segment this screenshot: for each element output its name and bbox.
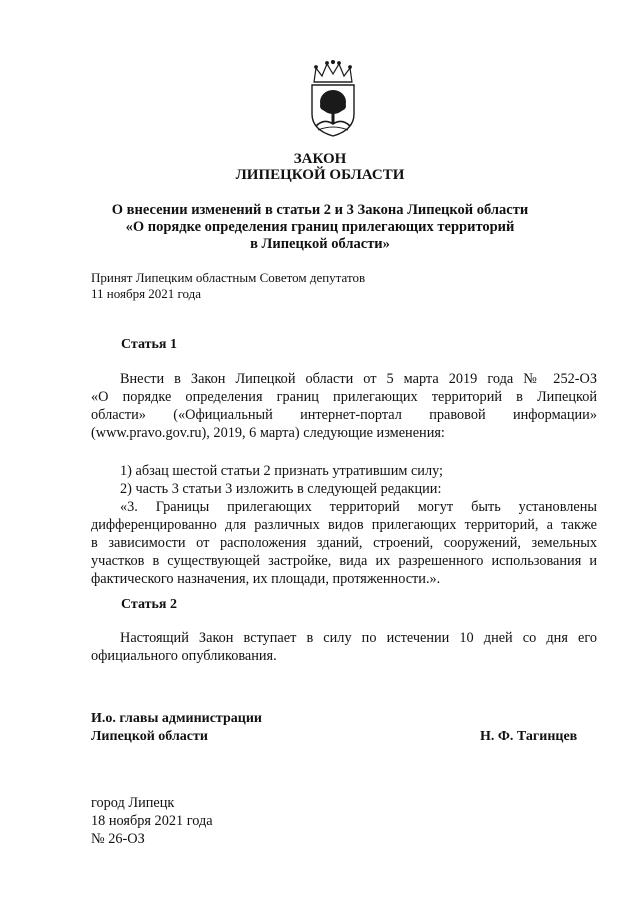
paragraph-line: Внести в Закон Липецкой области от 5 марта 2019 года № 252-ОЗ <box>120 371 597 387</box>
quote-line: дифференцированно для различных видов прилегающих территорий, а также <box>91 517 597 533</box>
subject-line: «О порядке определения границ прилегающих территорий <box>125 219 515 235</box>
signatory-name: Н. Ф. Тагинцев <box>480 729 578 744</box>
paragraph-line: области» («Официальный интернет-портал правовой информации» <box>91 407 597 423</box>
adoption-date: 11 ноября 2021 года <box>91 286 202 301</box>
paragraph-line: (www.pravo.gov.ru), 2019, 6 марта) следующие изменения: <box>91 425 445 441</box>
subject-line: О внесении изменений в статьи 2 и 3 Закона Липецкой области <box>111 202 529 218</box>
quote-line: участков в существующей застройке, вида их разрешенного использования и <box>91 553 597 569</box>
article-1-title: Статья 1 <box>121 337 177 352</box>
place-date-number <box>91 794 213 848</box>
amendment-item: 2) часть 3 статьи 3 изложить в следующей редакции: <box>120 481 442 497</box>
quote-line: «3. Границы прилегающих территорий могут быть установлены <box>120 499 597 515</box>
article-2-title: Статья 2 <box>121 597 177 612</box>
law-number: № 26-ОЗ <box>91 831 145 847</box>
paragraph-line: официального опубликования. <box>91 648 277 664</box>
signing-date: 18 ноября 2021 года <box>91 813 213 829</box>
document-type-title: ЗАКОН <box>293 151 347 167</box>
adoption-note <box>91 270 365 302</box>
paragraph-line: Настоящий Закон вступает в силу по истечении 10 дней со дня его <box>120 630 597 646</box>
quote-line: фактического назначения, их площади, протяженности.». <box>91 571 441 587</box>
adoption-body: Принят Липецким областным Советом депутатов <box>91 270 366 285</box>
coat-of-arms-icon <box>308 60 358 138</box>
amendment-item: 1) абзац шестой статьи 2 признать утратившим силу; <box>120 463 444 479</box>
signatory-region: Липецкой области <box>91 729 208 744</box>
article-1-intro <box>91 370 597 442</box>
signatory-role: И.о. главы администрации <box>91 711 262 726</box>
article-2-text <box>91 629 597 665</box>
law-subject <box>90 202 550 253</box>
subject-line: в Липецкой области» <box>250 236 390 252</box>
city: город Липецк <box>91 795 175 811</box>
article-1-amendments <box>91 462 597 588</box>
paragraph-line: «О порядке определения границ прилегающих территорий в Липецкой <box>91 389 597 405</box>
quote-line: в зависимости от расположения зданий, строений, сооружений, земельных <box>91 535 597 551</box>
issuing-region-title: ЛИПЕЦКОЙ ОБЛАСТИ <box>235 167 405 183</box>
